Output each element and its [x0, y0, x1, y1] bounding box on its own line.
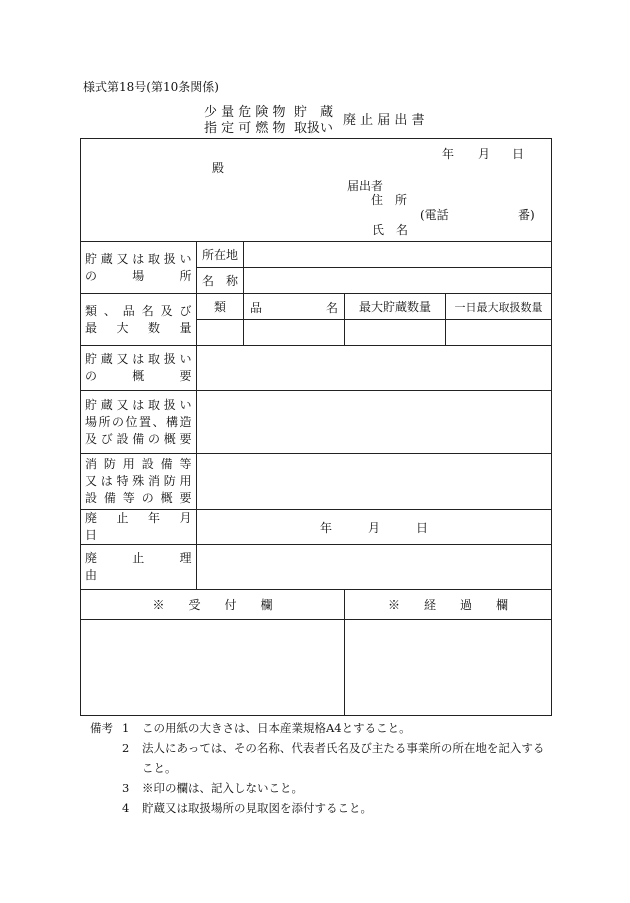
title-line2-right: 取扱い — [294, 121, 334, 136]
facility-label-line2: 場所の位置、構造 — [85, 414, 192, 429]
progress-area[interactable] — [345, 620, 552, 716]
abolition-date-row — [81, 510, 552, 545]
phone-open-label: (電話 — [420, 208, 449, 222]
max-value[interactable] — [345, 320, 446, 346]
types-label — [81, 294, 197, 346]
place-label-line2: の 場 所 — [85, 268, 192, 283]
fire-label-line2: 又は特殊消防用 — [85, 474, 192, 488]
facility-value[interactable] — [197, 391, 552, 454]
col-class-header: 類 — [197, 294, 244, 320]
facility-label-line3: 及び設備の概要 — [85, 431, 192, 446]
address-label: 住 所 — [371, 193, 408, 207]
location-value[interactable] — [244, 242, 552, 268]
outline-label-line2: の 概 要 — [85, 369, 192, 383]
facility-name-label: 名 称 — [197, 268, 244, 294]
title-suffix: 廃 止 届 出 書 — [343, 113, 425, 128]
notes-title-spacer — [90, 798, 122, 818]
fire-label-line1: 消防用設備等 — [85, 457, 192, 471]
fire-value[interactable] — [197, 454, 552, 510]
abolition-date-label — [81, 510, 205, 545]
abolition-date-line — [201, 519, 547, 536]
header-year: 年 — [442, 147, 455, 161]
col-item-header-b: 名 — [325, 301, 338, 315]
fire-row — [81, 454, 552, 510]
facility-label — [81, 391, 197, 454]
abolition-day: 日 — [416, 520, 429, 535]
name-label: 氏 名 — [372, 223, 409, 237]
header-cell[interactable] — [81, 139, 552, 242]
note-num-2: 2 — [122, 741, 130, 755]
phone-close-label: 番) — [518, 208, 535, 222]
office-header-row — [81, 590, 552, 620]
location-label: 所在地 — [197, 242, 244, 268]
note-row-3 — [90, 778, 552, 798]
abolition-reason-value[interactable] — [197, 545, 552, 590]
outline-row — [81, 346, 552, 391]
item-value[interactable] — [244, 320, 345, 346]
note-row-2 — [90, 738, 552, 778]
class-value[interactable] — [197, 320, 244, 346]
note-text-1: この用紙の大きさは、日本産業規格A4とすること。 — [142, 721, 411, 735]
form-number: 様式第18号(第10条関係) — [83, 80, 219, 94]
addressee-suffix: 殿 — [212, 161, 225, 175]
note-text-4: 貯蔵又は取扱場所の見取図を添付すること。 — [142, 801, 372, 815]
facility-label-line1: 貯蔵又は取扱い — [85, 397, 192, 412]
abolition-month: 月 — [368, 520, 381, 535]
place-label-line1: 貯蔵又は取扱い — [85, 251, 192, 266]
col-item-header — [244, 294, 345, 320]
note-row-4 — [90, 798, 552, 818]
col-item-header-a: 品 — [250, 301, 263, 315]
notes-title-spacer — [90, 778, 122, 798]
notes-title: 備考 — [90, 721, 113, 735]
fire-label — [81, 454, 197, 510]
fire-label-line3: 設備等の概要 — [85, 491, 192, 505]
title-line2-left: 指 定 可 燃 物 — [204, 121, 286, 136]
facility-row — [81, 391, 552, 454]
abolition-reason-row — [81, 545, 552, 590]
facility-name-value[interactable] — [244, 268, 552, 294]
types-header-row — [81, 294, 552, 320]
header-day: 日 — [512, 147, 525, 161]
notes — [90, 718, 552, 818]
outline-label — [81, 346, 197, 391]
office-body-row — [81, 620, 552, 716]
note-num-4: 4 — [122, 801, 130, 815]
place-label — [81, 242, 197, 294]
col-max-header: 最大貯蔵数量 — [345, 294, 446, 320]
notes-title-spacer — [90, 738, 122, 778]
title-line1-left: 少 量 危 険 物 — [204, 105, 286, 120]
note-num-3: 3 — [122, 781, 130, 795]
col-daily-header: 一日最大取扱数量 — [446, 294, 552, 320]
abolition-reason-label — [81, 545, 218, 590]
outline-label-line1: 貯蔵又は取扱い — [85, 352, 192, 366]
types-label-line1: 類、品名及び — [85, 303, 192, 318]
note-text-3: ※印の欄は、記入しないこと。 — [142, 781, 303, 795]
abolition-reason-label-text: 廃 止 理 由 — [85, 551, 218, 582]
applicant-label: 届出者 — [347, 179, 384, 193]
reception-area[interactable] — [81, 620, 345, 716]
types-label-line2: 最 大 数 量 — [85, 320, 192, 335]
note-text-2: 法人にあっては、その名称、代表者氏名及び主たる事業所の所在地を記入すること。 — [142, 741, 545, 775]
note-row-1 — [90, 718, 552, 738]
abolition-date-label-text: 廃 止 年 月 日 — [85, 511, 205, 542]
title-line1-right: 貯 蔵 — [294, 105, 334, 120]
reception-header: ※ 受 付 欄 — [81, 590, 345, 620]
note-num-1: 1 — [122, 721, 130, 735]
progress-header: ※ 経 過 欄 — [345, 590, 552, 620]
abolition-year: 年 — [320, 520, 333, 535]
header-row — [81, 139, 552, 242]
header-month: 月 — [478, 147, 491, 161]
form-table — [80, 138, 552, 716]
abolition-date-value[interactable] — [197, 510, 552, 545]
daily-value[interactable] — [446, 320, 552, 346]
place-row-1 — [81, 242, 552, 268]
outline-value[interactable] — [197, 346, 552, 391]
